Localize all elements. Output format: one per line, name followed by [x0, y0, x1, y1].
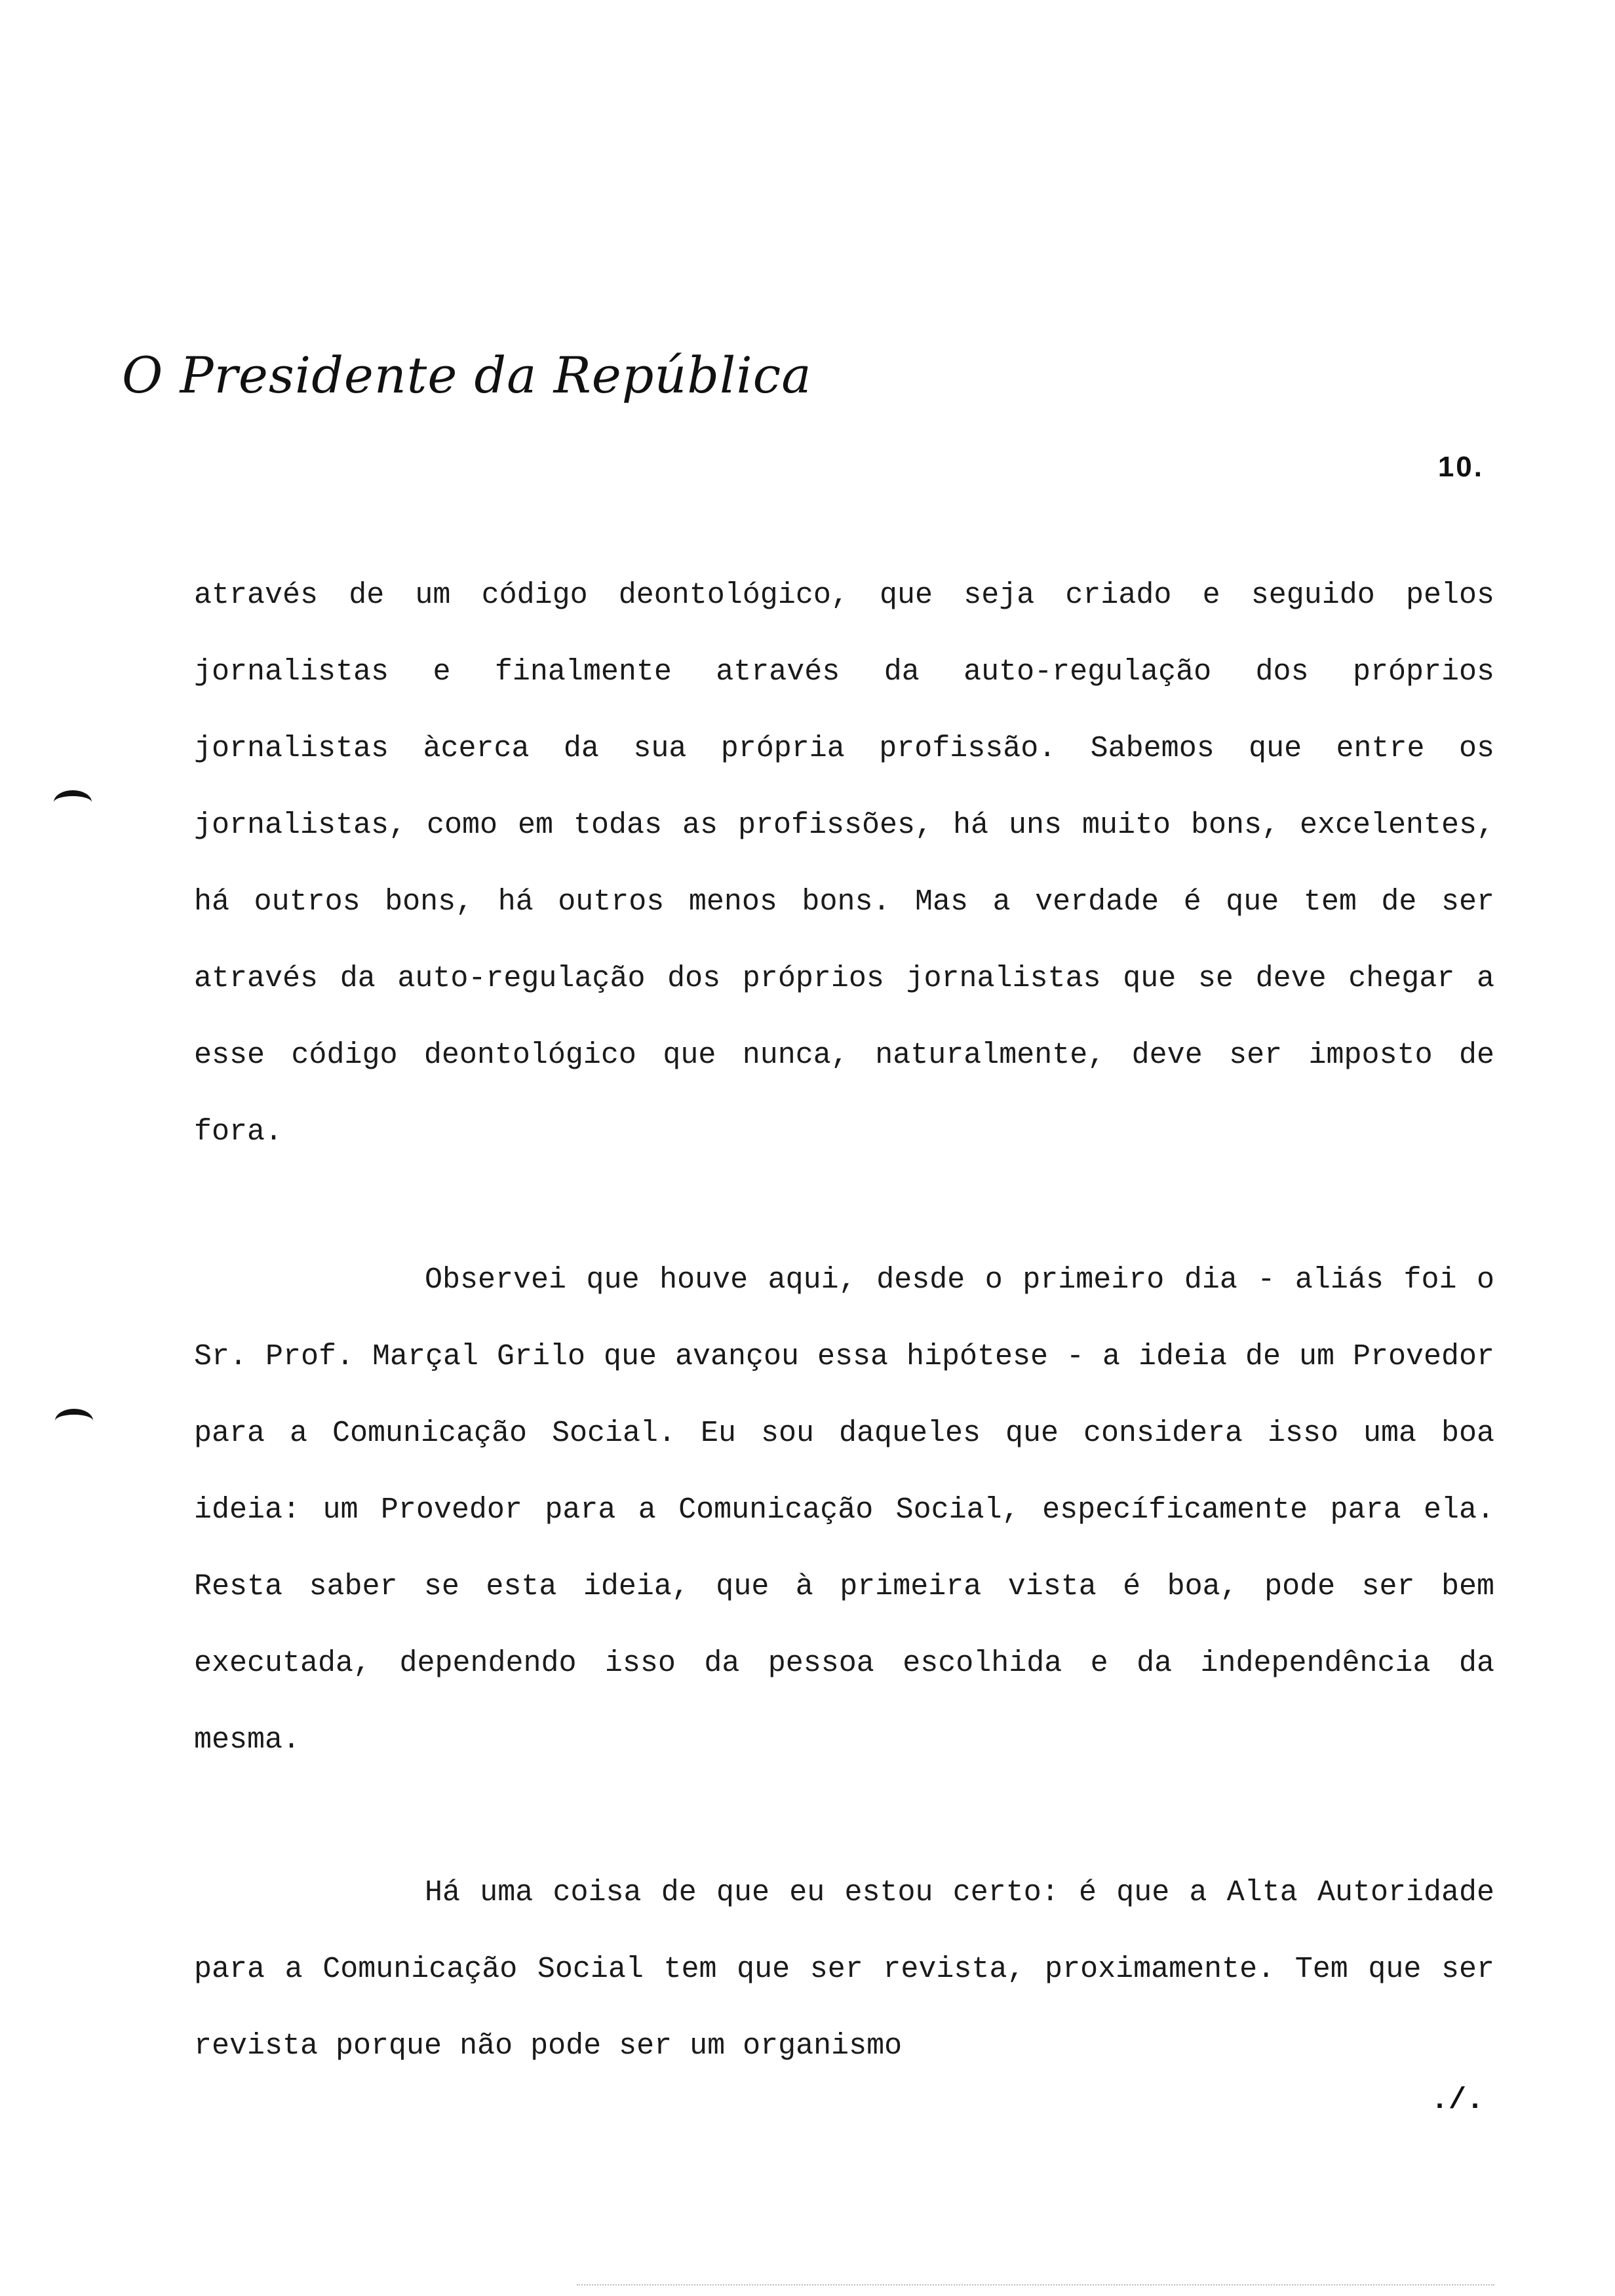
paragraph: Há uma coisa de que eu estou certo: é que a Alta Autoridade para a Comunicação Social tem que ser revista, proximamente. Tem que ser revista porque não pode ser um organismo — [194, 1876, 1494, 2063]
hole-punch-mark — [54, 790, 92, 814]
hole-punch-mark — [55, 1409, 93, 1433]
continuation-mark: ./. — [1430, 2084, 1484, 2117]
paragraph: através de um código deontológico, que seja criado e seguido pelos jornalistas e finalmente através da auto-regulação dos próprios jornalistas àcerca da sua própria profissão. Sabemos que entre os jornalistas, como em todas as profissões, há uns muito bons, excelentes, há outros bons, há outros menos bons. Mas a verdade é que tem de ser através da auto-regulação dos próprios jornalistas que se deve chegar a esse código deontológico que nunca, naturalmente, deve ser imposto de fora. — [194, 579, 1494, 1149]
page-number: 10. — [1437, 451, 1484, 483]
footer-rule — [577, 2284, 1494, 2286]
paragraph: Observei que houve aqui, desde o primeiro dia - aliás foi o Sr. Prof. Marçal Grilo que avançou essa hipótese - a ideia de um Provedor para a Comunicação Social. Eu sou daqueles que considera isso uma boa ideia: um Provedor para a Comunicação Social, específicamente para ela. Resta saber se esta ideia, que à primeira vista é boa, pode ser bem executada, dependendo isso da pessoa escolhida e da independência da mesma. — [194, 1263, 1494, 1757]
letterhead-title: O Presidente da República — [122, 346, 812, 404]
